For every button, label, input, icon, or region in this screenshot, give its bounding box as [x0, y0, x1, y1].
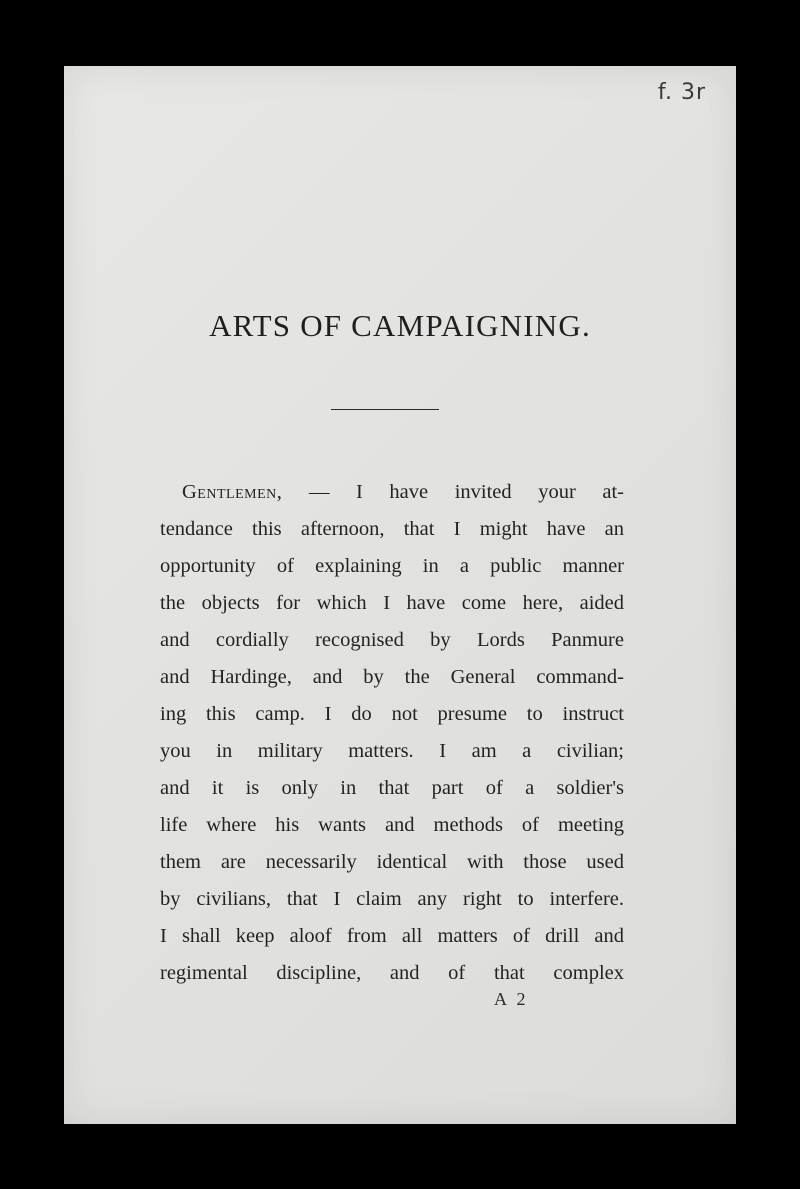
body-line: tendance this afternoon, that I might have an: [160, 518, 624, 540]
page-title: ARTS OF CAMPAIGNING.: [209, 308, 591, 343]
folio-mark: f. 3r: [657, 80, 706, 105]
document-page: [64, 66, 736, 1124]
body-line: and cordially recognised by Lords Panmure: [160, 629, 624, 651]
body-line: the objects for which I have come here, aided: [160, 592, 624, 614]
body-line: ing this camp. I do not presume to instruct: [160, 703, 624, 725]
signature-mark: A 2: [494, 989, 529, 1009]
body-line: you in military matters. I am a civilian;: [160, 740, 624, 762]
salutation: Gentlemen,: [182, 481, 283, 503]
body-line: by civilians, that I claim any right to interfere.: [160, 888, 624, 910]
body-line-text: — I have invited your at-: [308, 481, 624, 503]
body-text: [160, 474, 624, 992]
body-line: them are necessarily identical with those used: [160, 851, 624, 873]
body-line: I shall keep aloof from all matters of drill and: [160, 925, 624, 947]
body-line: regimental discipline, and of that complex: [160, 962, 624, 984]
body-line: opportunity of explaining in a public manner: [160, 555, 624, 577]
body-line: life where his wants and methods of meeting: [160, 814, 624, 836]
body-line: and it is only in that part of a soldier's: [160, 777, 624, 799]
body-line: and Hardinge, and by the General command-: [160, 666, 624, 688]
title-rule: [331, 409, 439, 410]
body-line: [160, 474, 624, 511]
